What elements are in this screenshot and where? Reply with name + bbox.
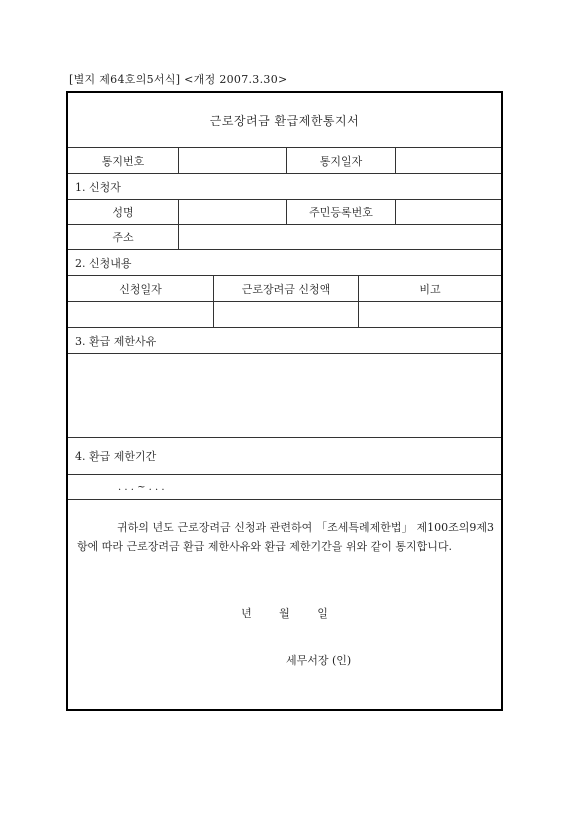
section1-label: 1. 신청자 (75, 180, 121, 194)
restriction-period: . . . ~ . . . (118, 481, 165, 493)
notice-form (66, 91, 503, 711)
section4-label: 4. 환급 제한기간 (75, 450, 157, 463)
notice-date-label: 통지일자 (286, 148, 395, 173)
col-remarks: 비고 (358, 276, 501, 301)
apply-date-field[interactable] (68, 302, 213, 327)
applicant-row (68, 200, 501, 225)
rrn-field[interactable] (395, 200, 501, 224)
col-apply-date: 신청일자 (119, 282, 162, 296)
col-apply-amount: 근로장려금 신청액 (213, 276, 358, 301)
rrn-label: 주민등록번호 (286, 200, 395, 224)
apply-amount-field[interactable] (213, 302, 358, 327)
address-label: 주소 (112, 231, 134, 244)
form-number-header: [별지 제64호의5서식] <개정 2007.3.30> (69, 73, 288, 86)
section3-label: 3. 환급 제한사유 (75, 334, 157, 348)
notice-no-field[interactable] (178, 148, 286, 173)
signature: 세무서장 (인) (286, 654, 352, 667)
notice-body (68, 500, 501, 709)
section1-row (68, 174, 501, 200)
section2-label: 2. 신청내용 (75, 256, 132, 270)
address-row (68, 225, 501, 250)
section4-row (68, 438, 501, 475)
notice-no-label: 통지번호 (101, 154, 145, 168)
issue-date: 년 월 일 (241, 607, 328, 620)
form-title: 근로장려금 환급제한통지서 (209, 113, 360, 128)
name-label: 성명 (112, 206, 134, 219)
restriction-period-row[interactable] (68, 475, 501, 500)
section3-row (68, 328, 501, 354)
section2-row (68, 250, 501, 276)
notice-date-field[interactable] (395, 148, 501, 173)
application-header-row (68, 276, 501, 302)
title-row (68, 93, 501, 148)
restriction-reason-box[interactable] (68, 354, 501, 438)
name-field[interactable] (178, 200, 286, 224)
notice-text: 귀하의 년도 근로장려금 신청과 관련하여 「조세특례제한법」 제100조의9제3항에 따라 근로장려금 환급 제한사유와 환급 제한기간을 위와 같이 통지합니다. (77, 521, 494, 553)
remarks-field[interactable] (358, 302, 501, 327)
address-field[interactable] (178, 225, 501, 249)
notice-info-row (68, 148, 501, 174)
application-value-row (68, 302, 501, 328)
